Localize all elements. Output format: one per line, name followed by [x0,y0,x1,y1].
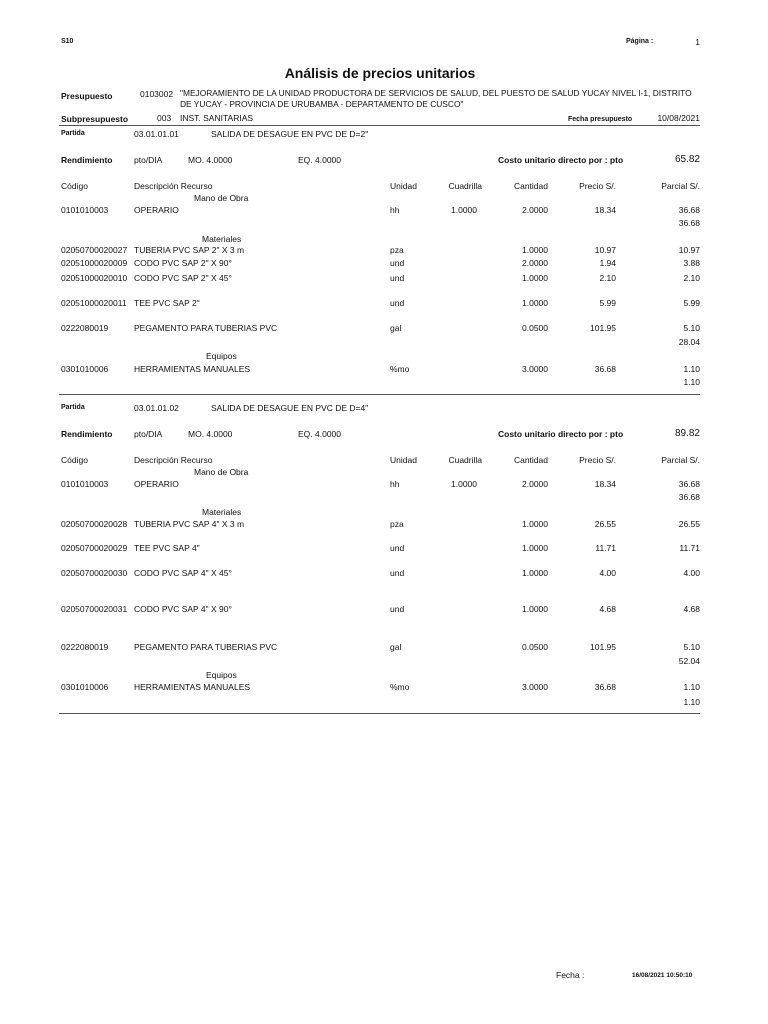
partida-label: Partida [61,130,85,137]
cell-unidad: pza [390,245,404,255]
rendimiento-label: Rendimiento [61,429,113,439]
cell-unidad: und [390,568,405,578]
cell-precio: 101.95 [590,642,616,652]
partida-code: 03.01.01.02 [134,403,179,413]
cell-codigo: 0301010006 [61,364,109,374]
cell-unidad: %mo [390,682,410,692]
cell-cantidad: 1.0000 [522,604,548,614]
cell-precio: 101.95 [590,323,616,333]
cell-parcial: 5.10 [683,642,700,652]
cell-descripcion: TUBERIA PVC SAP 2" X 3 m [134,245,245,255]
costo-label: Costo unitario directo por : pto [498,155,624,165]
eq-value: EQ. 4.0000 [298,155,342,165]
presupuesto-desc-line2: DE YUCAY - PROVINCIA DE URUBAMBA - DEPARTAMENTO DE CUSCO" [180,99,464,109]
col-unidad: Unidad [390,455,417,465]
cell-cantidad: 3.0000 [522,364,548,374]
section-label-materiales: Materiales [202,234,242,244]
cell-codigo: 0222080019 [61,642,109,652]
presupuesto-label: Presupuesto [61,91,113,101]
subtotal-materiales: 28.04 [678,337,700,347]
col-codigo: Código [61,455,88,465]
section-label-equipos: Equipos [206,351,237,361]
section-label-mano-obra: Mano de Obra [194,193,249,203]
cell-cantidad: 1.0000 [522,245,548,255]
col-parcial: Parcial S/. [661,455,700,465]
subtotal-mano-obra: 36.68 [678,492,700,502]
col-cuadrilla: Cuadrilla [448,181,482,191]
cell-cantidad: 2.0000 [522,205,548,215]
cell-parcial: 1.10 [683,682,700,692]
cell-cantidad: 0.0500 [522,323,548,333]
cell-unidad: und [390,543,405,553]
cell-codigo: 02050700020027 [61,245,128,255]
cell-cuadrilla: 1.0000 [451,205,477,215]
cell-descripcion: CODO PVC SAP 2" X 45° [134,273,232,283]
cell-cantidad: 1.0000 [522,543,548,553]
mo-value: MO. 4.0000 [188,155,233,165]
partida-label: Partida [61,404,85,411]
cell-parcial: 1.10 [683,364,700,374]
cell-codigo: 02051000020009 [61,258,128,268]
rendimiento-unit: pto/DIA [134,155,163,165]
costo-label: Costo unitario directo por : pto [498,429,624,439]
cell-descripcion: HERRAMIENTAS MANUALES [134,364,251,374]
subpresupuesto-name: INST. SANITARIAS [180,113,254,123]
page-number: 1 [695,37,700,47]
cell-unidad: gal [390,642,402,652]
cell-precio: 5.99 [599,298,616,308]
col-precio: Precio S/. [579,455,616,465]
cell-descripcion: OPERARIO [134,479,179,489]
cell-precio: 18.34 [594,479,616,489]
cell-codigo: 02050700020031 [61,604,128,614]
cell-parcial: 4.68 [683,604,700,614]
cell-parcial: 5.10 [683,323,700,333]
header-divider [59,125,700,126]
footer-fecha-label: Fecha : [556,970,585,980]
subtotal-equipos: 1.10 [683,377,700,387]
cell-unidad: gal [390,323,402,333]
cell-codigo: 02051000020010 [61,273,128,283]
col-codigo: Código [61,181,88,191]
cell-codigo: 0301010006 [61,682,109,692]
cell-cantidad: 1.0000 [522,298,548,308]
cell-descripcion: CODO PVC SAP 4" X 45° [134,568,232,578]
section-label-materiales: Materiales [202,507,242,517]
cell-descripcion: TEE PVC SAP 2" [134,298,200,308]
cell-unidad: und [390,273,405,283]
cell-parcial: 10.97 [678,245,700,255]
cell-unidad: und [390,298,405,308]
col-parcial: Parcial S/. [661,181,700,191]
cell-unidad: %mo [390,364,410,374]
fecha-presupuesto-label: Fecha presupuesto [568,116,633,123]
cell-descripcion: TEE PVC SAP 4" [134,543,200,553]
cell-precio: 1.94 [599,258,616,268]
cell-precio: 2.10 [599,273,616,283]
page-label: Página : [626,38,654,45]
cell-parcial: 5.99 [683,298,700,308]
cell-unidad: hh [390,479,400,489]
cell-codigo: 02050700020029 [61,543,128,553]
cell-descripcion: PEGAMENTO PARA TUBERIAS PVC [134,642,278,652]
costo-value: 89.82 [674,428,700,439]
cell-cantidad: 1.0000 [522,568,548,578]
col-cuadrilla: Cuadrilla [448,455,482,465]
cell-cantidad: 1.0000 [522,273,548,283]
col-cantidad: Cantidad [513,455,548,465]
cell-precio: 36.68 [594,682,616,692]
rendimiento-label: Rendimiento [61,155,113,165]
subpresupuesto-code: 003 [157,113,172,123]
costo-value: 65.82 [674,154,700,165]
cell-cuadrilla: 1.0000 [451,479,477,489]
cell-unidad: und [390,604,405,614]
cell-unidad: und [390,258,405,268]
cell-descripcion: CODO PVC SAP 2" X 90° [134,258,232,268]
page-title: Análisis de precios unitarios [284,65,476,81]
presupuesto-desc-line1: "MEJORAMIENTO DE LA UNIDAD PRODUCTORA DE SERVICIOS DE SALUD, DEL PUESTO DE SALUD YUCAY NIVEL I-1, DISTRITO [180,88,692,98]
subtotal-equipos: 1.10 [683,697,700,707]
presupuesto-code: 0103002 [140,89,174,99]
cell-descripcion: PEGAMENTO PARA TUBERIAS PVC [134,323,278,333]
section-label-mano-obra: Mano de Obra [194,467,249,477]
cell-descripcion: HERRAMIENTAS MANUALES [134,682,251,692]
cell-unidad: pza [390,519,404,529]
cell-precio: 4.68 [599,604,616,614]
cell-precio: 18.34 [594,205,616,215]
mo-value: MO. 4.0000 [188,429,233,439]
footer-fecha-value: 16/08/2021 10:50:10 [632,972,693,979]
cell-codigo: 02050700020030 [61,568,128,578]
cell-parcial: 11.71 [679,543,700,553]
cell-precio: 36.68 [594,364,616,374]
cell-descripcion: TUBERIA PVC SAP 4" X 3 m [134,519,245,529]
cell-parcial: 2.10 [683,273,700,283]
partida-divider [59,713,700,714]
cell-precio: 11.71 [595,543,616,553]
cell-cantidad: 2.0000 [522,258,548,268]
system-code: S10 [61,38,74,45]
cell-parcial: 36.68 [678,479,700,489]
cell-precio: 4.00 [599,568,616,578]
cell-precio: 10.97 [594,245,616,255]
section-label-equipos: Equipos [206,670,237,680]
cell-parcial: 36.68 [678,205,700,215]
cell-codigo: 0222080019 [61,323,109,333]
cell-descripcion: OPERARIO [134,205,179,215]
cell-parcial: 26.55 [678,519,700,529]
fecha-presupuesto: 10/08/2021 [657,113,700,123]
col-unidad: Unidad [390,181,417,191]
subtotal-materiales: 52.04 [678,656,700,666]
col-descripcion: Descripción Recurso [134,455,213,465]
cell-codigo: 0101010003 [61,479,109,489]
col-cantidad: Cantidad [513,181,548,191]
cell-parcial: 3.88 [683,258,700,268]
eq-value: EQ. 4.0000 [298,429,342,439]
partida-divider [59,394,700,395]
cell-unidad: hh [390,205,400,215]
partida-name: SALIDA DE DESAGUE EN PVC DE D=4" [211,403,369,413]
cell-codigo: 02051000020011 [61,298,127,308]
cell-cantidad: 2.0000 [522,479,548,489]
cell-codigo: 02050700020028 [61,519,128,529]
cell-cantidad: 0.0500 [522,642,548,652]
cell-descripcion: CODO PVC SAP 4" X 90° [134,604,232,614]
partida-name: SALIDA DE DESAGUE EN PVC DE D=2" [211,129,369,139]
subpresupuesto-label: Subpresupuesto [61,114,129,124]
cell-parcial: 4.00 [683,568,700,578]
partida-code: 03.01.01.01 [134,129,179,139]
cell-cantidad: 3.0000 [522,682,548,692]
cell-codigo: 0101010003 [61,205,109,215]
col-precio: Precio S/. [579,181,616,191]
rendimiento-unit: pto/DIA [134,429,163,439]
subtotal-mano-obra: 36.68 [678,218,700,228]
cell-cantidad: 1.0000 [522,519,548,529]
cell-precio: 26.55 [594,519,616,529]
col-descripcion: Descripción Recurso [134,181,213,191]
